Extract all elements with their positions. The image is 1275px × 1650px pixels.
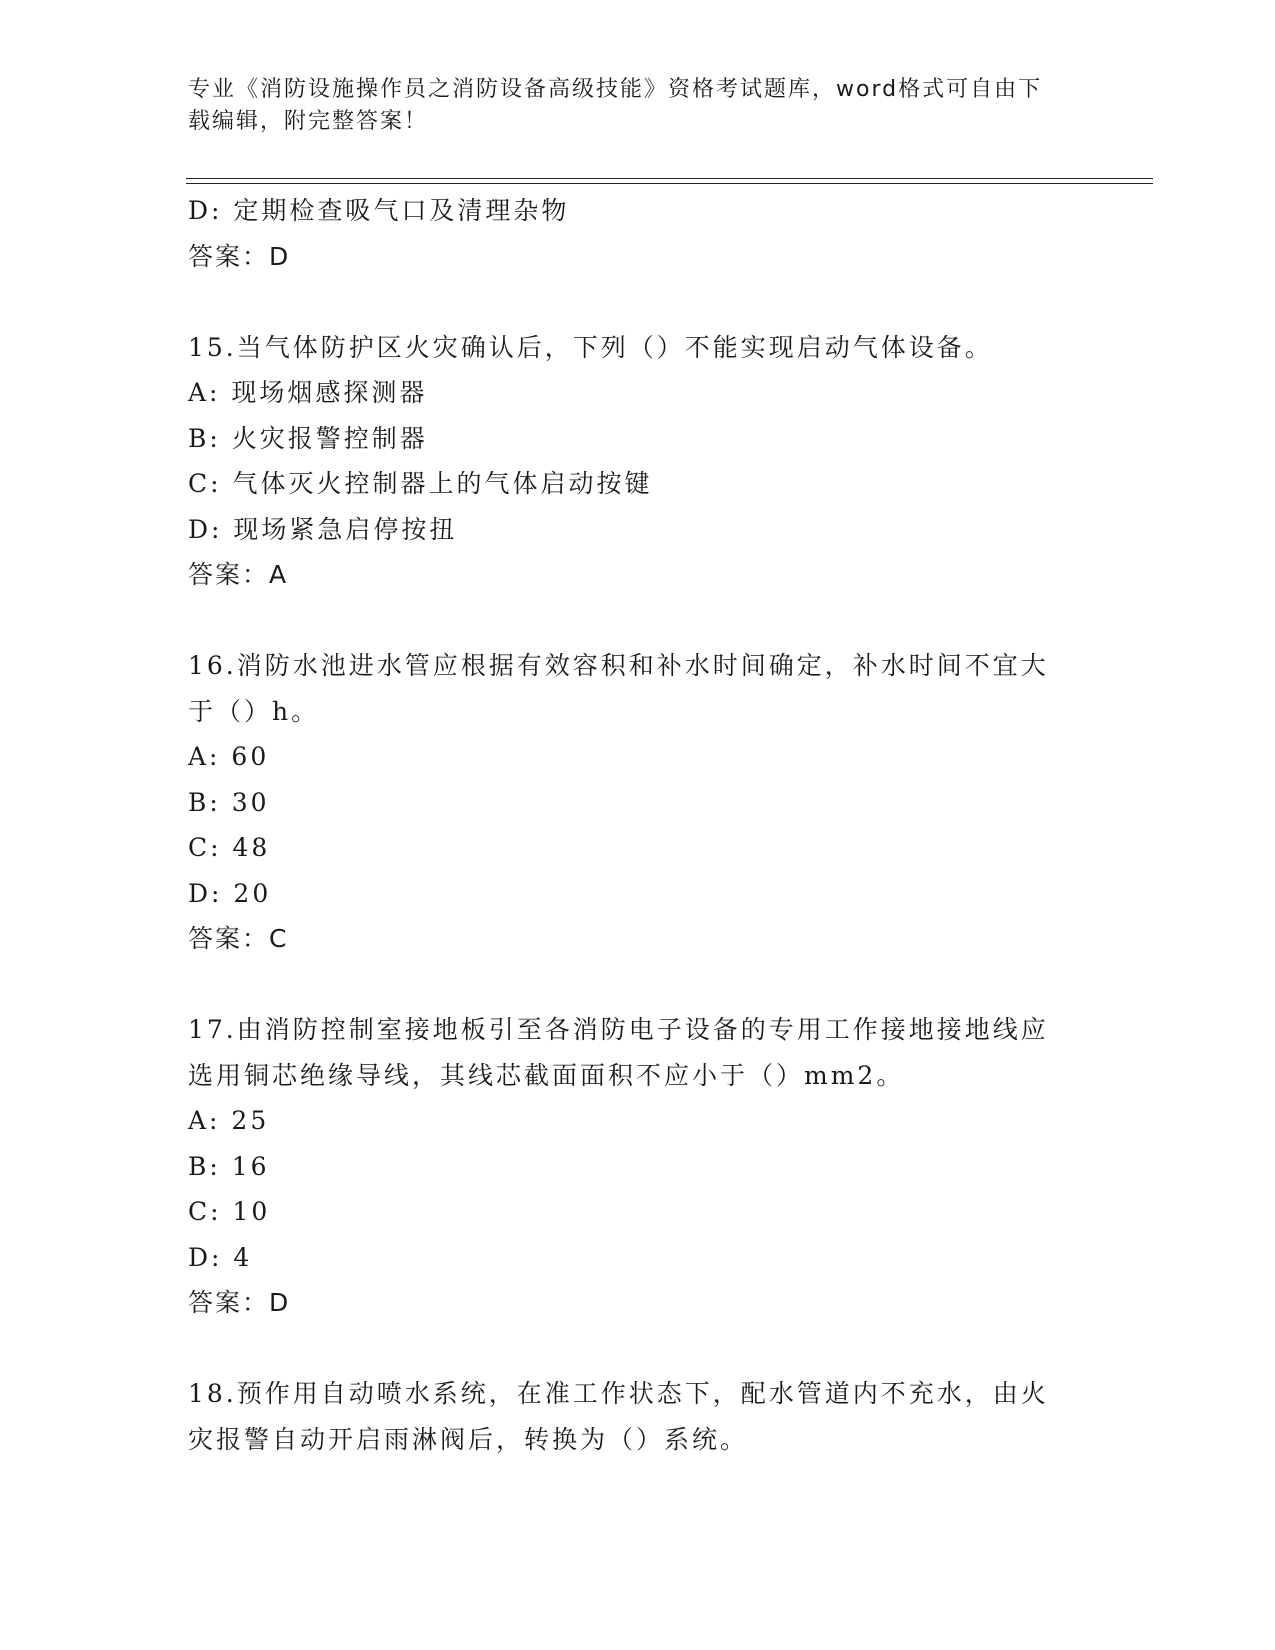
option-c: C: 10 — [188, 1197, 271, 1226]
question-content — [188, 188, 1078, 1462]
option-d: D: 20 — [188, 878, 272, 908]
spacer — [188, 962, 1078, 1008]
option-b: B: 火灾报警控制器 — [188, 423, 428, 453]
question-stem-continued: 灾报警自动开启雨淋阀后，转换为（）系统。 — [188, 1424, 749, 1454]
question-16 — [188, 643, 1078, 962]
option-b: B: 30 — [188, 787, 270, 817]
question-stem-continued: 选用铜芯绝缘导线，其线芯截面面积不应小于（）mm2。 — [188, 1060, 905, 1090]
question-stem: 17.由消防控制室接地板引至各消防电子设备的专用工作接地接地线应 — [188, 1015, 1049, 1044]
option-c: C: 气体灭火控制器上的气体启动按键 — [188, 469, 653, 498]
spacer — [188, 1326, 1078, 1372]
question-stem-continued: 于（）h。 — [188, 696, 320, 726]
page-header — [188, 74, 1078, 138]
answer-line: 答案：A — [188, 560, 289, 589]
option-c: C: 48 — [188, 833, 271, 862]
spacer — [188, 279, 1078, 325]
question-15 — [188, 325, 1078, 598]
option-a: A: 现场烟感探测器 — [188, 378, 428, 407]
option-d: D: 现场紧急启停按扭 — [188, 514, 458, 544]
option-a: A: 60 — [188, 742, 270, 771]
question-stem: 15.当气体防护区火灾确认后，下列（）不能实现启动气体设备。 — [188, 332, 993, 362]
question-stem: 16.消防水池进水管应根据有效容积和补水时间确定，补水时间不宜大 — [188, 651, 1049, 680]
option-a: A: 25 — [188, 1106, 270, 1135]
question-stem: 18.预作用自动喷水系统，在准工作状态下，配水管道内不充水，由火 — [188, 1379, 1049, 1408]
answer-line: 答案：D — [188, 1288, 291, 1317]
question-18 — [188, 1371, 1078, 1462]
spacer — [188, 598, 1078, 644]
option-d: D: 定期检查吸气口及清理杂物 — [188, 196, 570, 225]
header-divider-bottom — [186, 183, 1153, 184]
option-b: B: 16 — [188, 1151, 270, 1181]
option-d: D: 4 — [188, 1242, 253, 1272]
question-17 — [188, 1007, 1078, 1326]
header-line-2: 载编辑，附完整答案！ — [188, 109, 429, 134]
question-14-tail — [188, 188, 1078, 279]
header-divider-top — [186, 178, 1153, 179]
header-line-1: 专业《消防设施操作员之消防设备高级技能》资格考试题库，word格式可自由下 — [188, 77, 1043, 102]
answer-line: 答案：C — [188, 924, 289, 953]
answer-line: 答案：D — [188, 241, 291, 271]
